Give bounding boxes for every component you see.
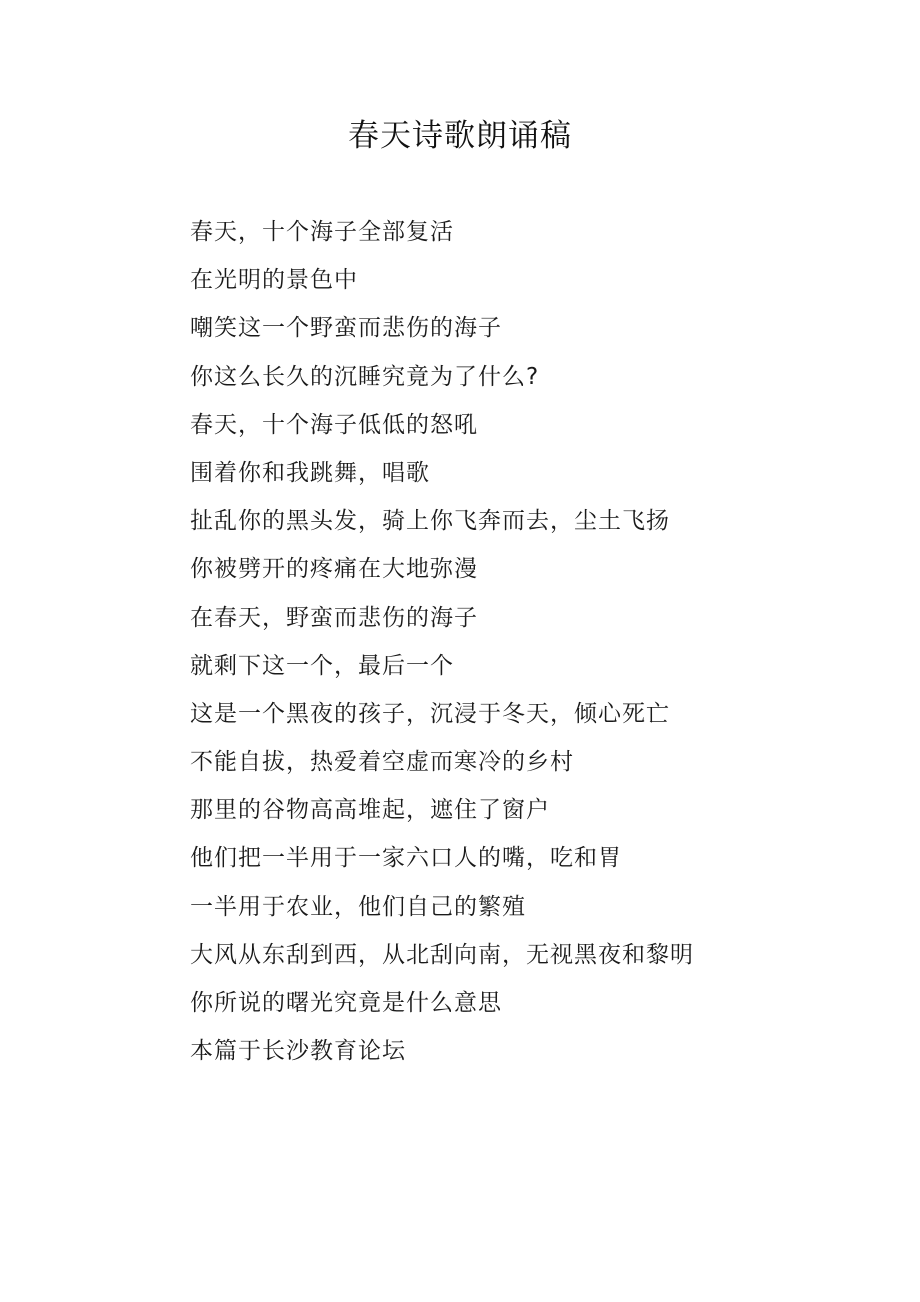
poem-line: 你这么长久的沉睡究竟为了什么?: [190, 363, 540, 390]
poem-line: 在春天，野蛮而悲伤的海子: [190, 604, 478, 631]
poem-line: 在光明的景色中: [190, 267, 358, 294]
poem-line: 他们把一半用于一家六口人的嘴，吃和胃: [190, 845, 622, 872]
source-note: 本篇于长沙教育论坛: [190, 1038, 406, 1065]
document-title: 春天诗歌朗诵稿: [348, 118, 572, 154]
poem-line: 嘲笑这一个野蛮而悲伤的海子: [190, 315, 502, 342]
poem-line: 你被劈开的疼痛在大地弥漫: [190, 556, 478, 583]
poem-line: 大风从东刮到西，从北刮向南，无视黑夜和黎明: [190, 941, 694, 968]
poem-line: 你所说的曙光究竟是什么意思: [190, 990, 502, 1016]
poem-line: 围着你和我跳舞，唱歌: [190, 459, 430, 486]
poem-line: 不能自拔，热爱着空虚而寒冷的乡村: [190, 749, 574, 776]
poem-line: 一半用于农业，他们自己的繁殖: [190, 893, 526, 920]
poem-body: [190, 208, 830, 1075]
poem-line: 那里的谷物高高堆起，遮住了窗户: [190, 797, 550, 824]
poem-line: 春天，十个海子全部复活: [190, 219, 454, 245]
poem-line: 就剩下这一个，最后一个: [190, 652, 454, 679]
poem-line: 这是一个黑夜的孩子，沉浸于冬天，倾心死亡: [190, 700, 670, 727]
poem-line: 扯乱你的黑头发，骑上你飞奔而去，尘土飞扬: [190, 508, 670, 535]
poem-line: 春天，十个海子低低的怒吼: [190, 411, 478, 438]
